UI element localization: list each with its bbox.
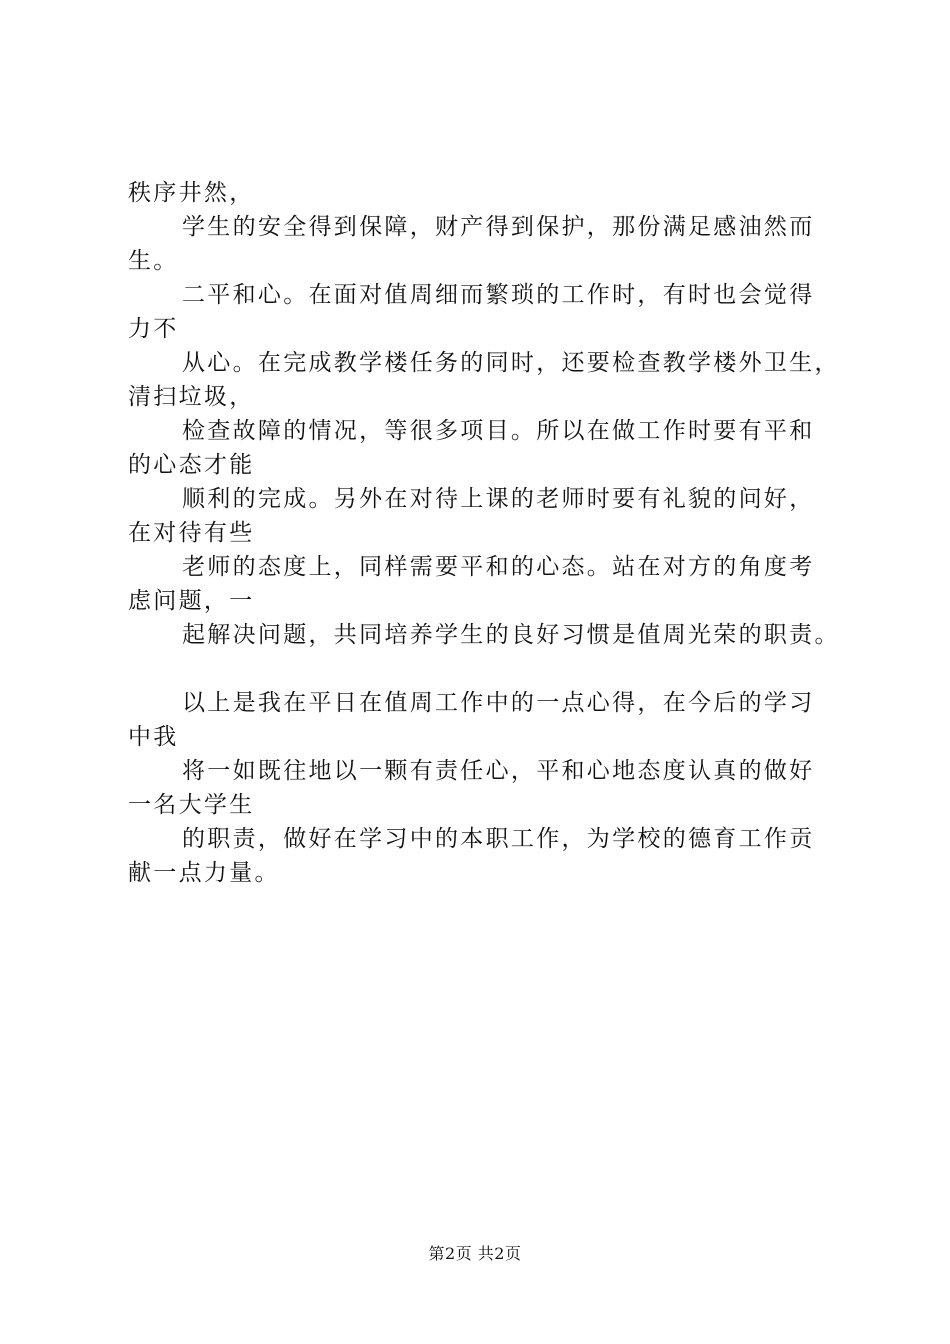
paragraph-gap xyxy=(128,652,848,686)
text-line: 的职责，做好在学习中的本职工作，为学校的德育工作贡 xyxy=(182,826,815,852)
text-line: 清扫垃圾， xyxy=(128,384,255,410)
text-line: 学生的安全得到保障，财产得到保护，那份满足感油然而 xyxy=(182,214,815,240)
text-line: 一名大学生 xyxy=(128,792,255,818)
text-line: 检查故障的情况，等很多项目。所以在做工作时要有平和 xyxy=(182,418,815,444)
text-line: 老师的态度上，同样需要平和的心态。站在对方的角度考 xyxy=(182,554,815,580)
text-line: 力不 xyxy=(128,316,179,342)
text-line: 顺利的完成。另外在对待上课的老师时要有礼貌的问好， xyxy=(182,486,815,512)
text-line: 以上是我在平日在值周工作中的一点心得，在今后的学习 xyxy=(182,690,815,716)
text-line: 的心态才能 xyxy=(128,452,255,478)
text-line: 起解决问题，共同培养学生的良好习惯是值周光荣的职责。 xyxy=(182,622,840,648)
text-line: 生。 xyxy=(128,248,179,274)
text-line: 从心。在完成教学楼任务的同时，还要检查教学楼外卫生， xyxy=(182,350,840,376)
text-line: 中我 xyxy=(128,724,179,750)
text-line: 虑问题，一 xyxy=(128,588,255,614)
text-line: 二平和心。在面对值周细而繁琐的工作时，有时也会觉得 xyxy=(182,282,815,308)
page-number-footer: 第2页 共2页 xyxy=(428,1244,522,1263)
text-line: 在对待有些 xyxy=(128,520,255,546)
text-line: 献一点力量。 xyxy=(128,860,280,886)
text-line: 将一如既往地以一颗有责任心，平和心地态度认真的做好 xyxy=(182,758,815,784)
text-line: 秩序井然， xyxy=(128,180,255,206)
document-body xyxy=(128,176,848,890)
